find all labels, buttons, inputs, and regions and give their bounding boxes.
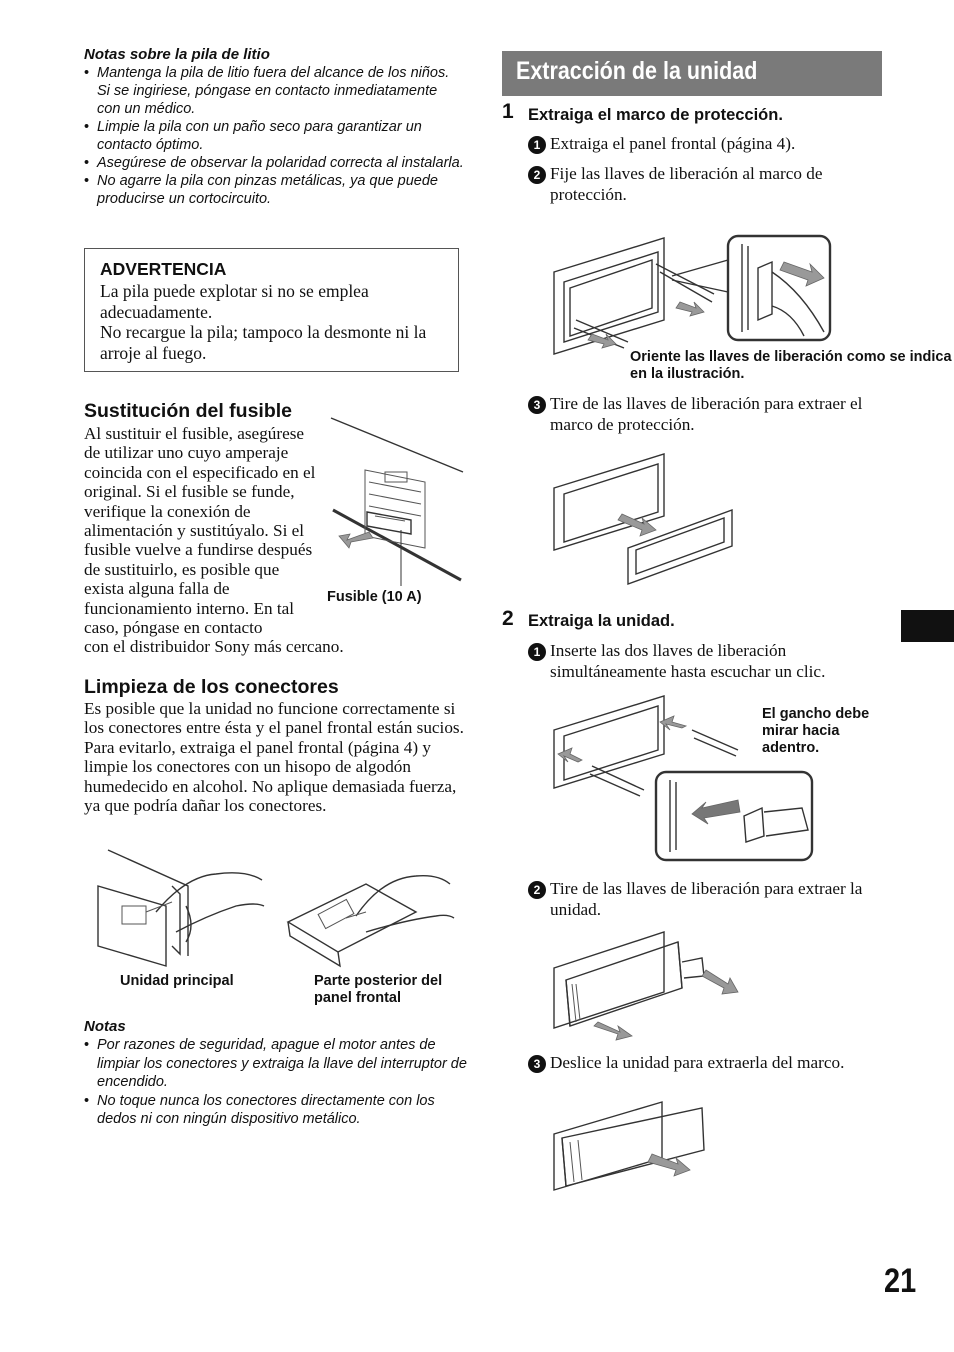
warning-title: ADVERTENCIA [100,259,227,279]
step-marker: 2 [528,166,546,184]
list-item: • Por razones de seguridad, apague el motor antes de limpiar los conectores y extraiga la llave del interruptor de encendido. [84,1036,469,1092]
substep-text: Tire de las llaves de liberación para extraer la unidad. [550,879,863,919]
notes-title: Notas [84,1018,126,1035]
fuse-label: Fusible (10 A) [327,589,422,605]
release-keys-attach-illustration [552,232,834,350]
orientation-caption: Oriente las llaves de liberación como se indica en la ilustración. [630,349,952,382]
cleaning-text: Es posible que la unidad no funcione correctamente si los conectores entre ésta y el panel frontal están sucios. Para evitarlo, extraiga el panel frontal (página 4) y limpie los conectores con un hisopo de algodón humedecido en alcohol. No aplique demasiada fuerza, ya que podría dañar los conectores. [84,699,464,816]
fuse-heading: Sustitución del fusible [84,400,293,422]
warning-line: No recargue la pila; tampoco la desmonte ni la arroje al fuego. [100,322,427,363]
section-title: Extracción de la unidad [516,57,758,85]
section-tab-marker [901,610,954,642]
warning-line: La pila puede explotar si no se emplea adecuadamente. [100,281,369,322]
substep-text: Deslice la unidad para extraerla del marco. [550,1053,845,1072]
front-panel-cleaning-illustration [286,872,456,972]
step-marker: 1 [528,643,546,661]
step-marker: 2 [528,881,546,899]
hook-caption: El gancho debe mirar hacia adentro. [762,706,870,756]
step-marker: 3 [528,396,546,414]
list-item: • Mantenga la pila de litio fuera del alcance de los niños. Si se ingiriese, póngase en contacto inmediatamente con un médico. [84,64,464,118]
step-marker: 1 [528,136,546,154]
substep-text: Inserte las dos llaves de liberación simultáneamente hasta escuchar un clic. [550,641,826,681]
list-item: • No agarre la pila con pinzas metálicas, ya que puede producirse un cortocircuito. [84,172,464,208]
fuse-illustration [325,410,465,590]
front-panel-back-label: Parte posterior del panel frontal [314,973,443,1006]
substep-text: Fije las llaves de liberación al marco de protección. [550,164,823,204]
lithium-notes-title: Notas sobre la pila de litio [84,46,270,63]
unit-slide-illustration [552,1100,712,1194]
list-item: • Asegúrese de observar la polaridad correcta al instalarla. [84,154,464,172]
step-title: Extraiga la unidad. [528,612,675,630]
step-number: 1 [502,100,514,123]
main-unit-cleaning-illustration [96,846,266,971]
substep-text: Tire de las llaves de liberación para extraer el marco de protección. [550,394,863,434]
step-number: 2 [502,607,514,630]
notes-list [84,1036,469,1129]
fuse-text: Al sustituir el fusible, asegúrese de utilizar uno cuyo amperaje coincida con el especificado en el original. Si el fusible se funde, verifique la conexión de alimentación y sustitúyalo. Si el fusible vuelve a fundirse después de sustituirlo, es posible que exista alguna falla de funcionamiento interno. En tal caso, póngase en contacto [84,424,316,638]
step-title: Extraiga el marco de protección. [528,106,783,124]
substep-text: Extraiga el panel frontal (página 4). [550,134,796,153]
page-number: 21 [884,1262,917,1300]
protection-frame-removal-illustration [552,452,738,586]
warning-box [84,248,459,372]
list-item: • Limpie la pila con un paño seco para garantizar un contacto óptimo. [84,118,464,154]
lithium-notes-list [84,64,464,208]
fuse-text-tail: con el distribuidor Sony más cercano. [84,637,344,656]
list-item: • No toque nunca los conectores directamente con los dedos ni con ningún dispositivo metálico. [84,1092,469,1129]
cleaning-heading: Limpieza de los conectores [84,676,339,698]
unit-pull-illustration [552,928,742,1036]
main-unit-label: Unidad principal [120,973,234,989]
step-marker: 3 [528,1055,546,1073]
